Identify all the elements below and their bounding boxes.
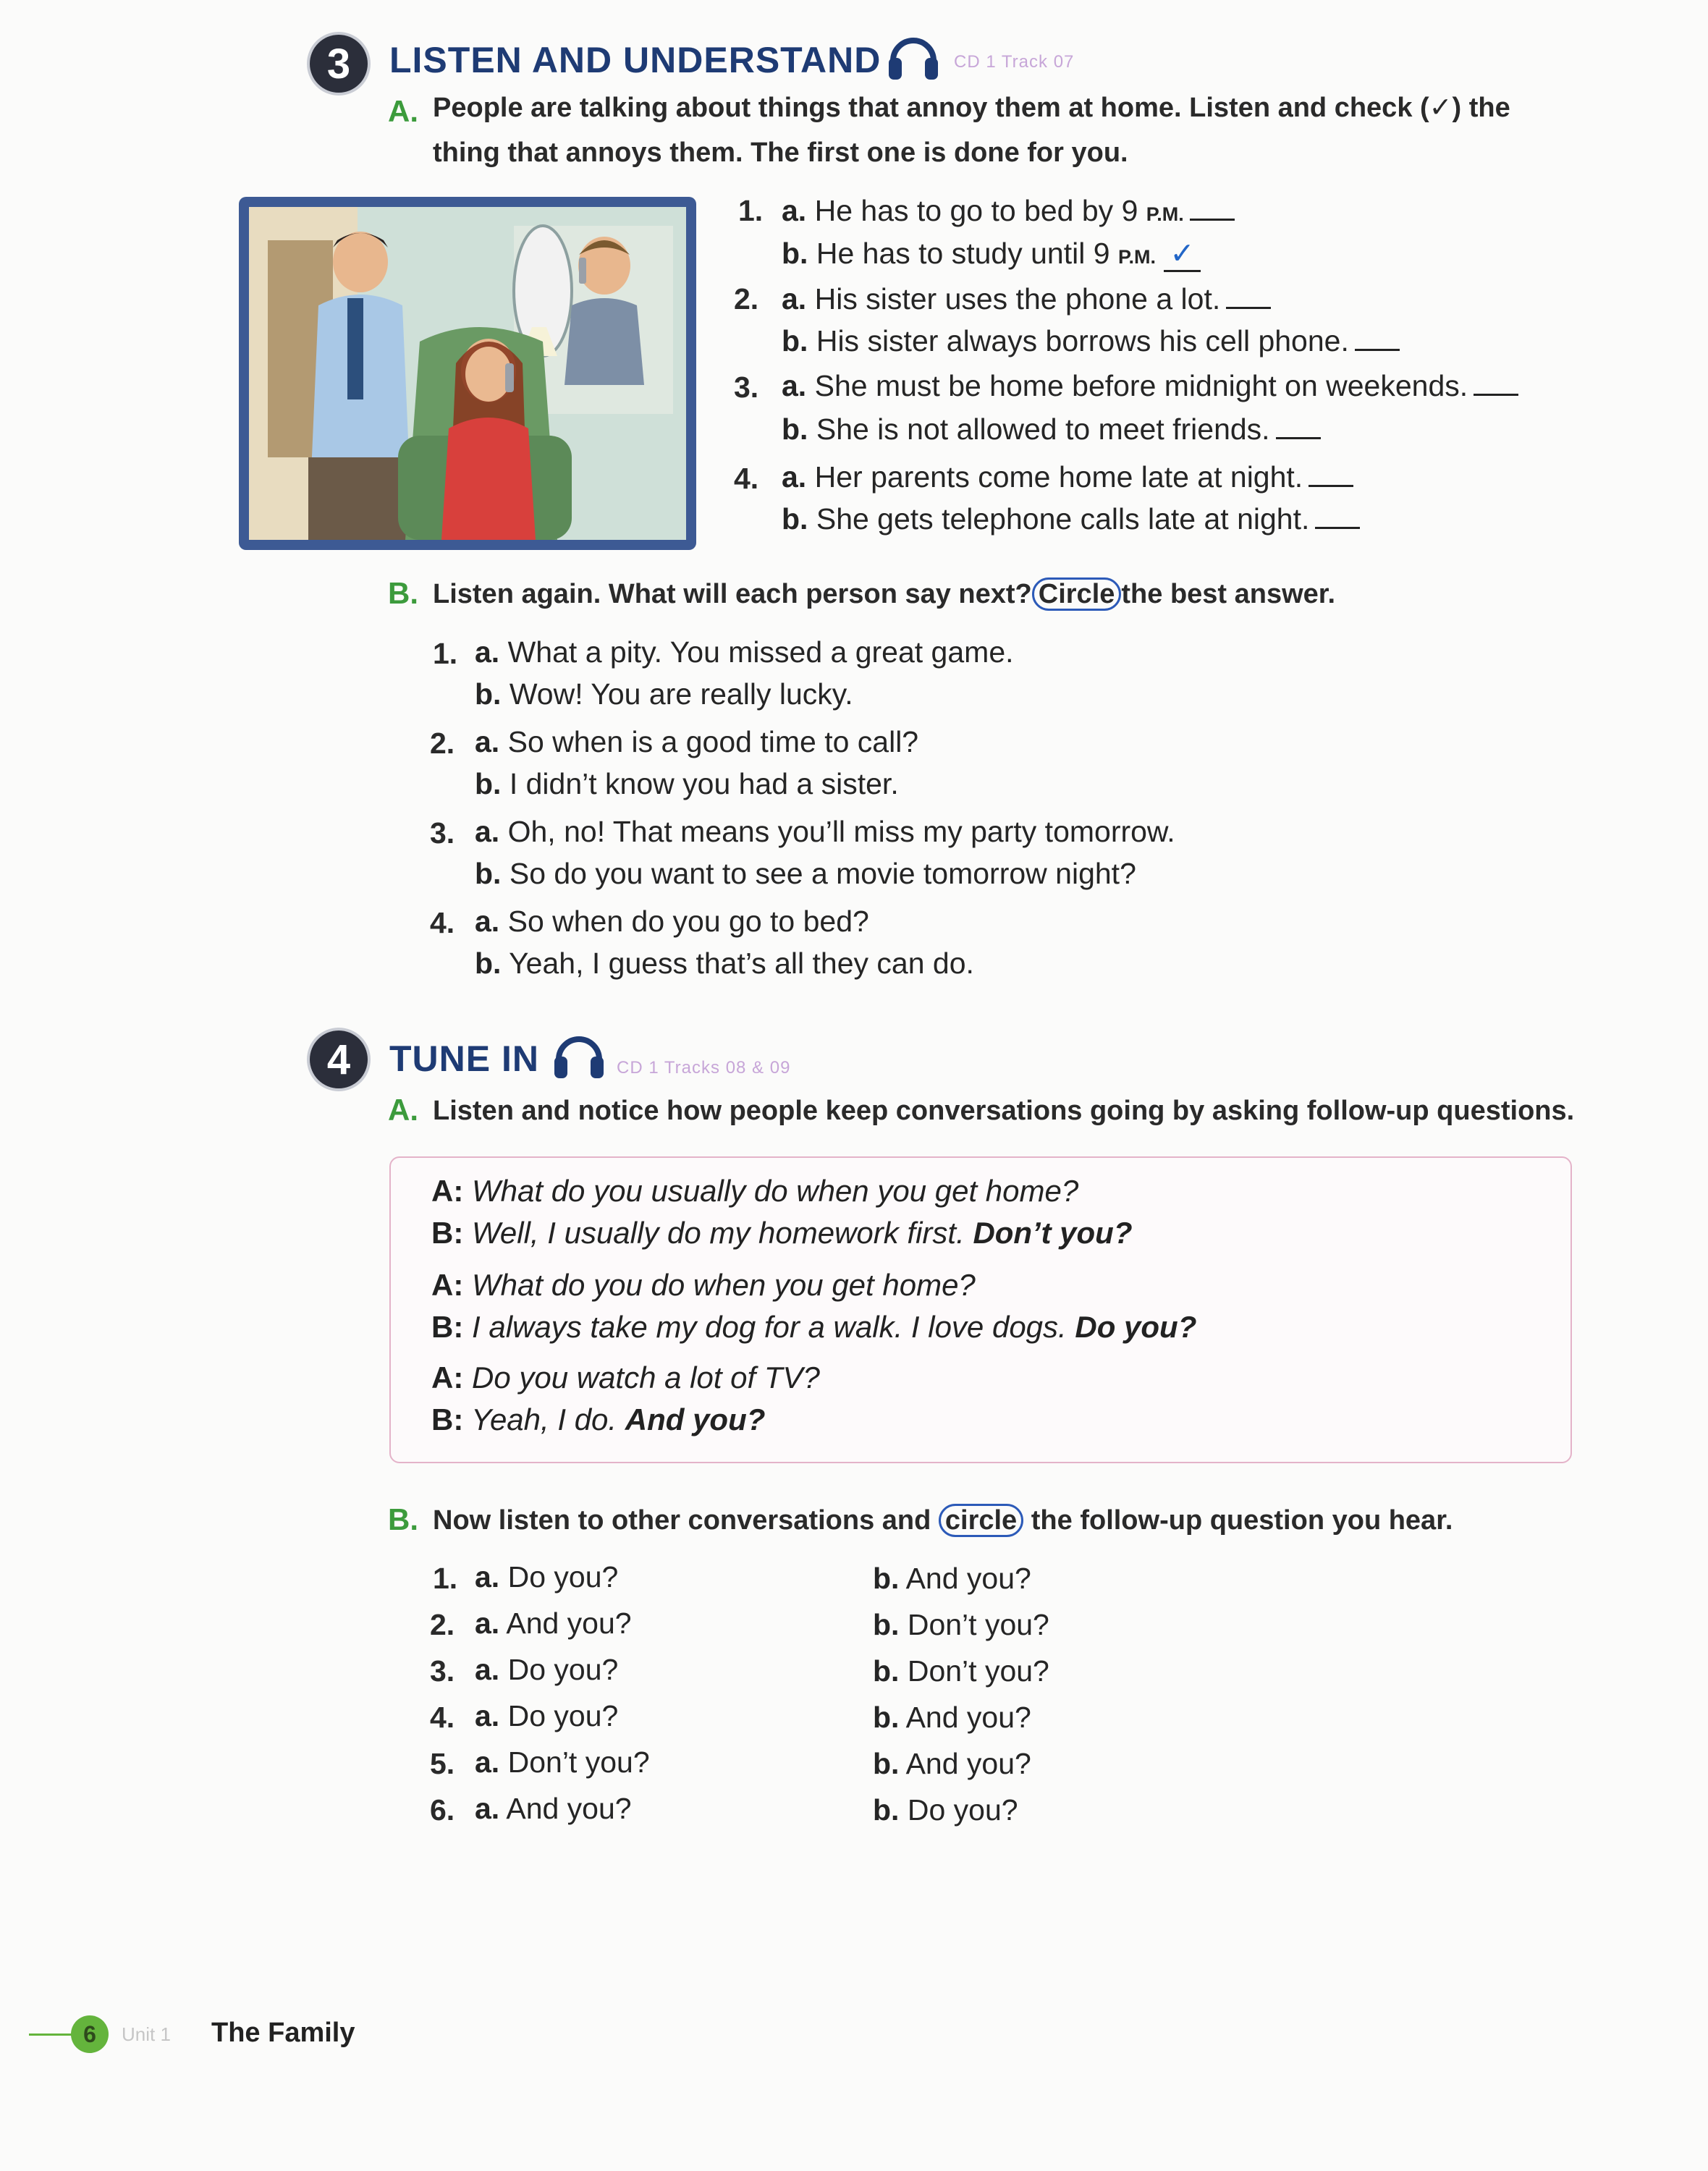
part-a-instruction-line2: thing that annoys them. The first one is done for you. — [433, 137, 1128, 168]
section-3-title: LISTEN AND UNDERSTAND — [389, 40, 882, 80]
part-b-instruction: Now listen to other conversations and circle the follow-up question you hear. — [433, 1505, 1453, 1536]
choice-a[interactable]: a. So when do you go to bed? — [475, 905, 869, 938]
track-label-4: CD 1 Tracks 08 & 09 — [617, 1058, 791, 1078]
answer-blank[interactable] — [1309, 483, 1353, 487]
choice-a[interactable]: a. What a pity. You missed a great game. — [475, 635, 1014, 669]
item-number: 2. — [430, 727, 455, 760]
item-number: 1. — [738, 194, 764, 227]
dialog-line: A: What do you do when you get home? — [431, 1268, 976, 1302]
footer-rule — [29, 2034, 72, 2036]
choice-a[interactable]: a. Oh, no! That means you’ll miss my party tomorrow. — [475, 815, 1175, 848]
answer-blank[interactable] — [1474, 392, 1518, 396]
choice-b[interactable]: b. And you? — [873, 1562, 1031, 1595]
item-option-a: a. Her parents come home late at night. — [782, 460, 1353, 494]
choice-b[interactable]: b. And you? — [873, 1701, 1031, 1734]
answer-blank[interactable] — [1315, 525, 1360, 529]
item-option-a: a. His sister uses the phone a lot. — [782, 282, 1271, 316]
section-4-badge: 4 — [310, 1031, 368, 1088]
choice-b[interactable]: b. Wow! You are really lucky. — [475, 677, 853, 711]
item-option-b: b. She is not allowed to meet friends. — [782, 412, 1321, 447]
part-a-letter: A. — [388, 94, 418, 128]
item-option-b: b. He has to study until 9 P.M. ✓ — [782, 236, 1201, 271]
choice-b[interactable]: b. Don’t you? — [873, 1654, 1049, 1688]
choice-a[interactable]: a. Don’t you? — [475, 1745, 650, 1779]
item-number: 1. — [433, 637, 458, 670]
choice-b[interactable]: b. And you? — [873, 1747, 1031, 1780]
item-number: 4. — [430, 1701, 455, 1734]
part-b-letter: B. — [388, 576, 418, 610]
item-number: 3. — [430, 816, 455, 850]
answer-blank[interactable] — [1226, 305, 1271, 309]
item-option-a: a. She must be home before midnight on weekends. — [782, 369, 1518, 403]
item-number: 3. — [734, 371, 759, 404]
part-a-letter: A. — [388, 1093, 418, 1127]
family-phone-illustration — [239, 197, 696, 550]
item-number: 1. — [433, 1562, 458, 1595]
choice-b[interactable]: b. Do you? — [873, 1793, 1018, 1827]
answer-blank[interactable] — [1190, 217, 1235, 221]
answer-blank[interactable] — [1355, 347, 1400, 351]
item-option-b: b. She gets telephone calls late at night. — [782, 502, 1360, 536]
choice-b[interactable]: b. Yeah, I guess that’s all they can do. — [475, 947, 974, 980]
part-a-instruction: Listen and notice how people keep conversations going by asking follow-up questions. — [433, 1096, 1575, 1126]
headphones-icon — [884, 26, 942, 84]
dialog-line: A: Do you watch a lot of TV? — [431, 1360, 820, 1395]
choice-a[interactable]: a. So when is a good time to call? — [475, 725, 919, 758]
item-option-b: b. His sister always borrows his cell phone. — [782, 324, 1400, 358]
choice-a[interactable]: a. Do you? — [475, 1560, 619, 1594]
choice-b[interactable]: b. So do you want to see a movie tomorrow night? — [475, 857, 1136, 890]
footer-unit: Unit 1 — [122, 2023, 171, 2045]
part-b-instruction: Listen again. What will each person say next? Circle the best answer. — [433, 579, 1336, 609]
part-a-instruction-line1: People are talking about things that annoy them at home. Listen and check (✓) the — [433, 93, 1510, 123]
track-label-3: CD 1 Track 07 — [954, 52, 1075, 72]
answer-blank[interactable] — [1276, 436, 1321, 439]
item-number: 4. — [734, 462, 759, 495]
item-number: 2. — [430, 1608, 455, 1641]
choice-a[interactable]: a. Do you? — [475, 1699, 619, 1732]
check-mark[interactable]: ✓ — [1164, 237, 1200, 272]
item-option-a: a. He has to go to bed by 9 P.M. — [782, 194, 1235, 228]
headphones-icon — [550, 1025, 608, 1083]
part-b-letter: B. — [388, 1502, 418, 1536]
footer-title: The Family — [211, 2018, 355, 2048]
dialog-line: A: What do you usually do when you get home? — [431, 1174, 1079, 1208]
dialog-line: B: Yeah, I do. And you? — [431, 1402, 766, 1436]
section-3-badge: 3 — [310, 35, 368, 93]
choice-a[interactable]: a. And you? — [475, 1792, 632, 1825]
choice-a[interactable]: a. Do you? — [475, 1653, 619, 1686]
choice-b[interactable]: b. I didn’t know you had a sister. — [475, 767, 899, 800]
choice-b[interactable]: b. Don’t you? — [873, 1608, 1049, 1641]
item-number: 2. — [734, 282, 759, 316]
choice-a[interactable]: a. And you? — [475, 1607, 632, 1640]
dialog-line: B: Well, I usually do my homework first. Don’t you? — [431, 1216, 1133, 1250]
item-number: 3. — [430, 1654, 455, 1688]
section-4-title: TUNE IN — [389, 1038, 539, 1079]
page-number: 6 — [71, 2015, 109, 2053]
item-number: 4. — [430, 906, 455, 939]
item-number: 5. — [430, 1747, 455, 1780]
dialog-line: B: I always take my dog for a walk. I love dogs. Do you? — [431, 1310, 1197, 1344]
item-number: 6. — [430, 1793, 455, 1827]
